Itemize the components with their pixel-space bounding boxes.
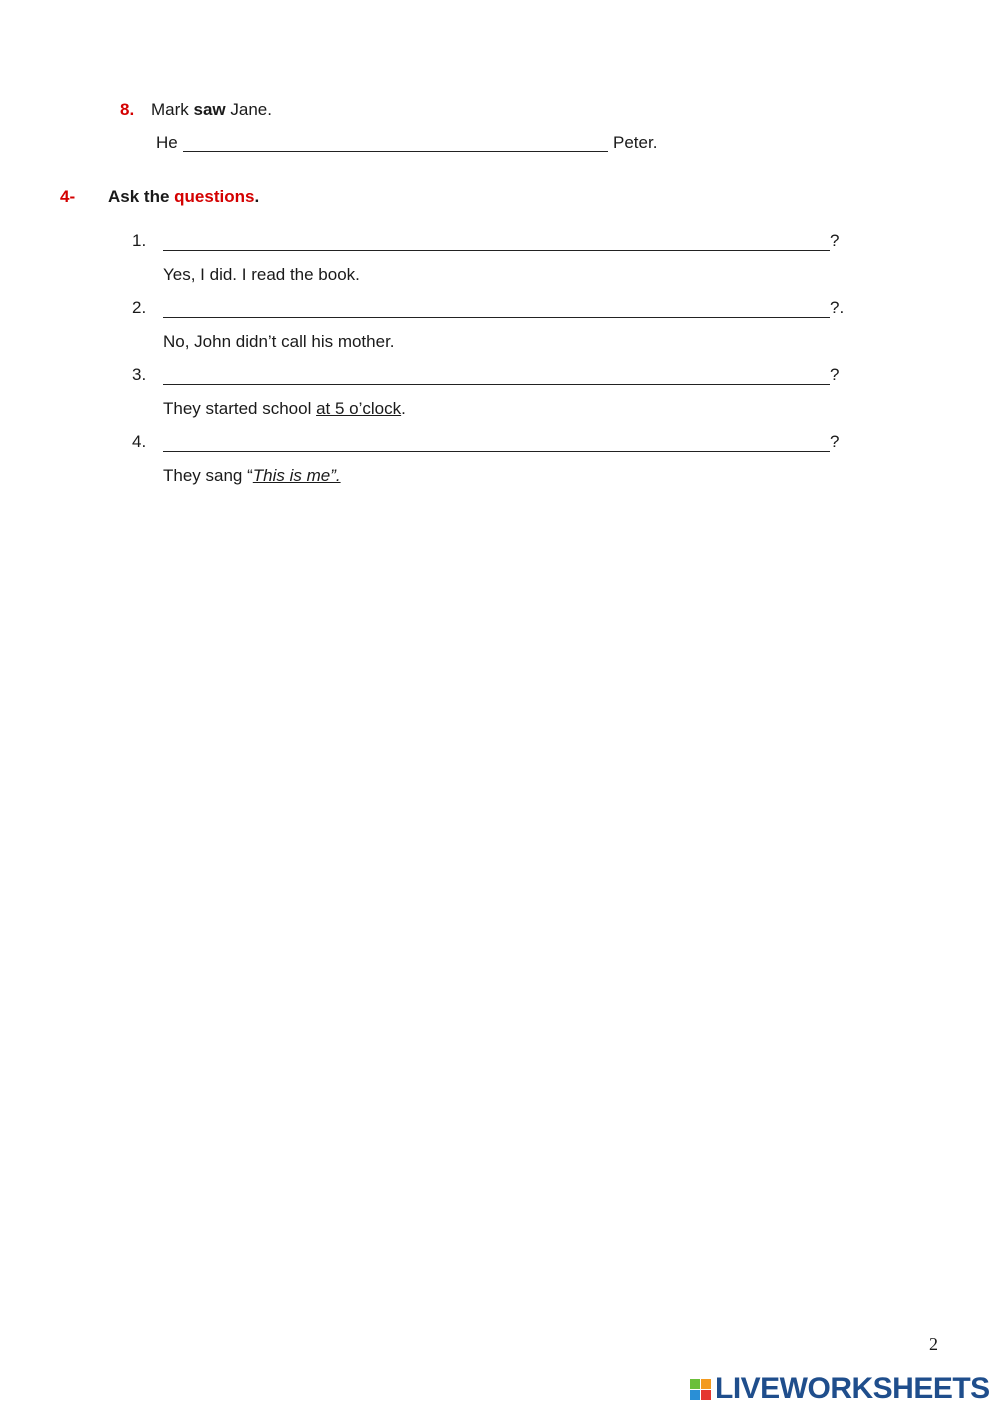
logo-squares-icon [690,1379,711,1400]
question-3-blank[interactable] [163,384,830,385]
question-4-answer [163,466,341,486]
question-1-end-mark: ? [830,231,840,250]
item-8-answer-start: He [156,133,178,152]
item-8-prompt-before: Mark [151,100,194,119]
question-4-end-mark: ? [830,432,840,451]
item-8-answer-end: Peter. [613,133,658,152]
question-4-answer-before: They sang “ [163,466,253,485]
item-8-prompt [151,100,272,120]
question-3-end-mark: ? [830,365,840,384]
liveworksheets-logo [690,1373,990,1405]
question-3-answer [163,399,406,419]
question-3-answer-before: They started school [163,399,317,418]
logo-text: LIVEWORKSHEETS [715,1372,990,1405]
section-4-number: 4- [60,187,76,206]
question-2-number: 2. [132,298,147,317]
section-4-title-before: Ask the [108,187,175,206]
question-3-answer-underlined: at 5 o’clock [316,399,402,418]
question-1-blank[interactable] [163,250,830,251]
logo-square-blue [690,1390,700,1400]
section-4-title-highlight: questions [174,187,255,206]
page-number: 2 [929,1334,938,1354]
item-8-prompt-bold: saw [193,100,226,119]
question-4-blank[interactable] [163,451,830,452]
question-2-blank[interactable] [163,317,830,318]
item-8-answer-blank[interactable] [183,151,608,152]
question-3-answer-after: . [401,399,406,418]
logo-square-red [701,1390,711,1400]
item-8-number: 8. [120,100,135,119]
item-8-prompt-after: Jane. [225,100,272,119]
question-3-number: 3. [132,365,147,384]
question-4-number: 4. [132,432,147,451]
logo-square-orange [701,1379,711,1389]
logo-square-green [690,1379,700,1389]
question-1-number: 1. [132,231,147,250]
question-1-answer: Yes, I did. I read the book. [163,265,360,284]
question-2-answer: No, John didn’t call his mother. [163,332,395,351]
question-4-answer-italic: This is me”. [252,466,341,485]
section-4-title [108,187,259,207]
question-2-end-mark: ?. [830,298,845,317]
section-4-title-after: . [254,187,260,206]
